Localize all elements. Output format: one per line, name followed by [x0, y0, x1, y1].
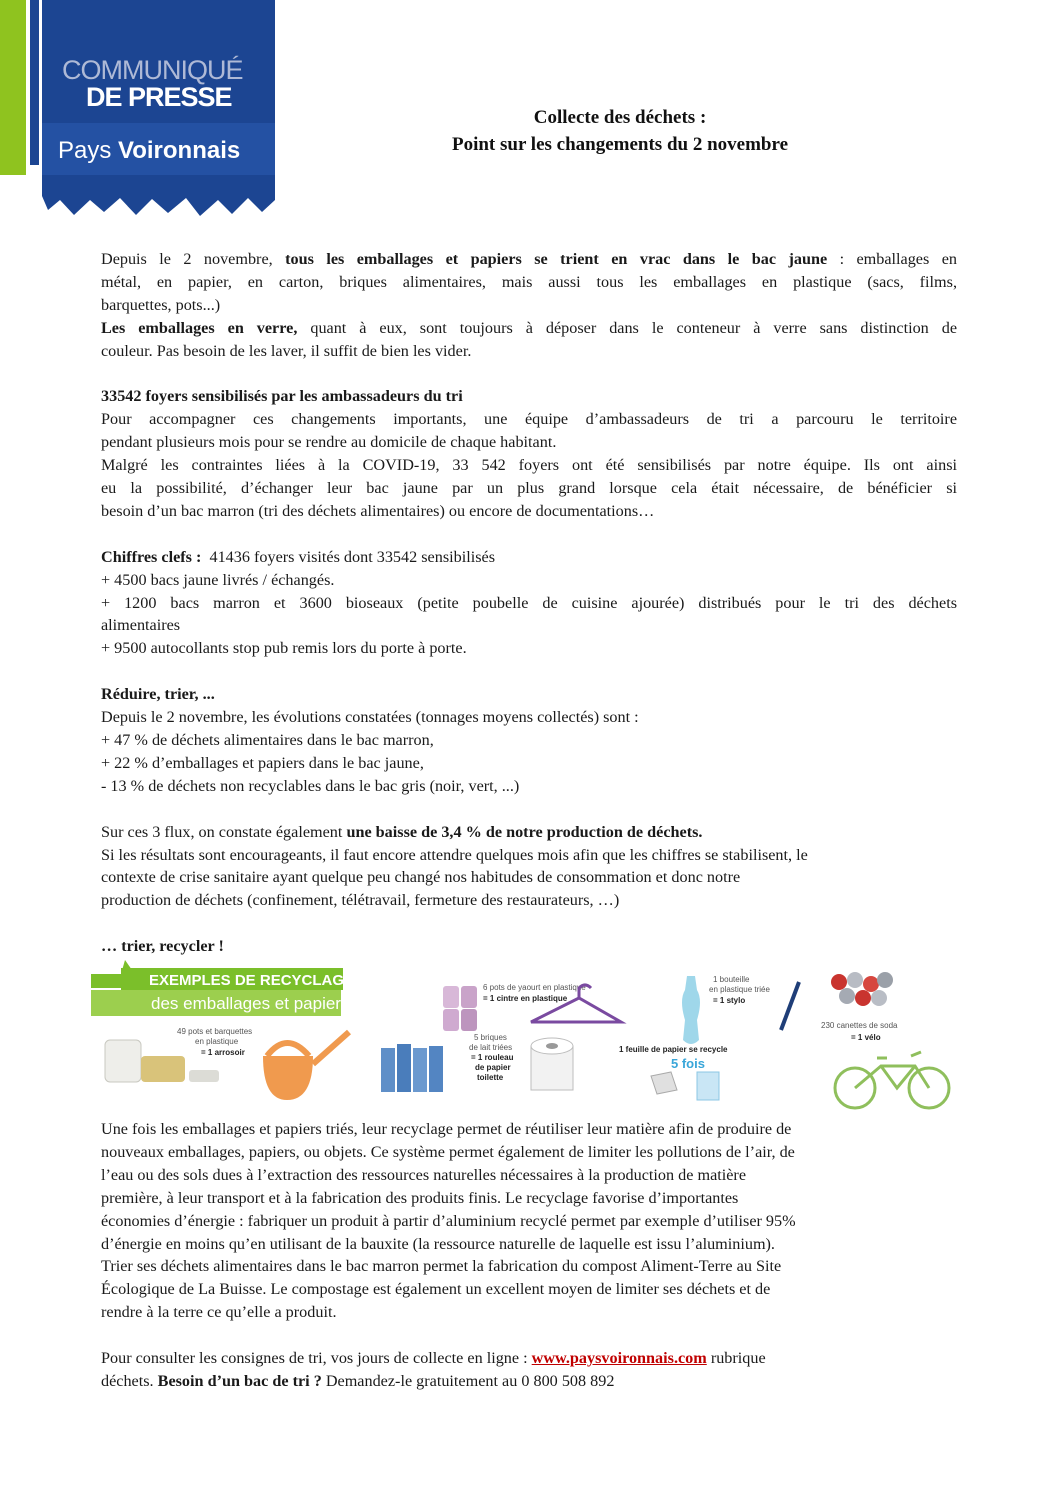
caption-cartons-3: = 1 rouleau — [471, 1053, 514, 1062]
ambassadors-line2: pendant plusieurs mois pour se rendre au domicile de chaque habitant. — [101, 433, 557, 452]
cans-illustration — [831, 972, 893, 1006]
footer-line2 — [101, 1370, 957, 1393]
intro-line3: barquettes, pots...) — [101, 295, 221, 314]
reduce-heading — [101, 683, 957, 706]
recycle-line3: l’eau ou des sols dues à l’extraction des ressources naturelles nécessaires à la production de matière — [101, 1165, 747, 1184]
toilet-roll-icon — [531, 1038, 573, 1090]
ambassadors-heading — [101, 385, 957, 408]
figures-line2: + 4500 bacs jaune livrés / échangés. — [101, 570, 335, 589]
recycle-line7: Trier ses déchets alimentaires dans le bac marron permet la fabrication du compost Aliment-Terre au Site — [101, 1257, 782, 1276]
reduce-line3: + 22 % d’emballages et papiers dans le bac jaune, — [101, 753, 424, 772]
recycle-line5: économies d’énergie : fabriquer un produit à partir d’aluminium recyclé permet par exemple d’utiliser 95% — [101, 1211, 796, 1230]
banner-line1: COMMUNIQUÉ — [62, 55, 243, 85]
heading-text: Chiffres clefs : — [101, 547, 202, 566]
figures-line3: + 1200 bacs marron et 3600 bioseaux (petite poubelle de cuisine ajourée) distribués pour le tri des déchets — [101, 593, 957, 612]
text: rubrique — [710, 1349, 766, 1368]
ambassadors-line1: Pour accompagner ces changements importants, une équipe d’ambassadeurs de tri a parcouru le territoire — [101, 410, 957, 429]
green-stripe — [0, 0, 26, 175]
title-line1: Collecte des déchets : — [533, 107, 707, 128]
caption-pots-2: en plastique — [195, 1037, 239, 1046]
figures-line5: + 9500 autocollants stop pub remis lors du porte à porte. — [101, 639, 467, 658]
brand-bold: Voironnais — [118, 137, 241, 164]
caption-bottle-3: = 1 stylo — [713, 996, 746, 1005]
recycle-line8: Écologique de La Buisse. Le compostage est également un excellent moyen de limiter ses déchets et de — [101, 1280, 771, 1299]
pen-icon — [781, 982, 799, 1030]
banner-line2: DE PRESSE — [86, 82, 232, 112]
figures-line4: alimentaires — [101, 616, 181, 635]
reduce-line7: contexte de crise sanitaire ayant quelque peu changé nos habitudes de consommation et donc notre — [101, 868, 741, 887]
caption-paper-1: 1 feuille de papier se recycle — [619, 1045, 728, 1054]
emphasis: Besoin d’un bac de tri ? — [157, 1371, 322, 1390]
text: : emballages en — [839, 250, 957, 268]
caption-yogurt-1: 6 pots de yaourt en plastique — [483, 983, 586, 992]
recycle-line2: nouveaux emballages, papiers, ou objets. Ce système permet également de limiter les pollutions de l’air, de — [101, 1142, 795, 1161]
text: Demandez-le gratuitement au 0 800 508 892 — [325, 1371, 615, 1390]
banner-subtitle: des emballages et papiers triés — [151, 994, 387, 1013]
bottle-illustration — [682, 976, 700, 1044]
emphasis: tous les emballages et papiers se trient en vrac dans le bac jaune — [285, 250, 828, 268]
recycle-line4: première, à leur transport et à la fabrication des produits finis. Le recyclage favorise d’importantes — [101, 1188, 739, 1207]
heading-text: 33542 foyers sensibilisés par les ambassadeurs du tri — [101, 387, 463, 406]
milk-cartons-illustration — [381, 1044, 443, 1092]
bicycle-icon — [835, 1052, 949, 1108]
intro-line5: couleur. Pas besoin de les laver, il suffit de bien les vider. — [101, 341, 472, 360]
recycle-heading — [101, 935, 957, 958]
ambassadors-line3: Malgré les contraintes liées à la COVID-19, 33 542 foyers ont été sensibilisés par notre équipe. Ils ont ainsi — [101, 456, 957, 475]
press-release-banner — [0, 0, 275, 220]
pots-illustration — [105, 1040, 219, 1082]
reduce-line2: + 47 % de déchets alimentaires dans le bac marron, — [101, 730, 434, 749]
emphasis: une baisse de 3,4 % de notre production de déchets. — [346, 822, 703, 841]
yogurt-pots-illustration — [443, 986, 477, 1031]
recycle-line6: d’énergie en moins qu’en utilisant de la bauxite (la ressource naturelle de laquelle est issu l’aluminium). — [101, 1234, 775, 1253]
caption-bottle-2: en plastique triée — [709, 985, 770, 994]
paper-sheet-icon — [651, 1072, 719, 1100]
footer-line1 — [101, 1347, 957, 1370]
emphasis: Les emballages en verre, — [101, 318, 298, 337]
caption-cans-1: 230 canettes de soda — [821, 1021, 898, 1030]
text: quant à eux, sont toujours à déposer dans le conteneur à verre sans distinction de — [310, 318, 958, 337]
reduce-line5 — [101, 821, 957, 844]
caption-cartons-1: 5 briques — [474, 1033, 507, 1042]
caption-paper-2: 5 fois — [671, 1056, 705, 1071]
recycle-line1: Une fois les emballages et papiers triés, leur recyclage permet de réutiliser leur matière afin de produire de — [101, 1120, 792, 1138]
recycle-line9: rendre à la terre ce qu’elle a produit. — [101, 1303, 337, 1322]
caption-cartons-2: de lait triées — [469, 1043, 513, 1052]
caption-pots-1: 49 pots et barquettes — [177, 1027, 253, 1036]
caption-cans-2: = 1 vélo — [851, 1033, 881, 1042]
text: Pour consulter les consignes de tri, vos jours de collecte en ligne : — [101, 1349, 528, 1368]
intro-line4 — [101, 317, 957, 340]
caption-pots-3: = 1 arrosoir — [201, 1048, 245, 1057]
ambassadors-line5: besoin d’un bac marron (tri des déchets alimentaires) ou encore de documentations… — [101, 501, 655, 520]
reduce-line1: Depuis le 2 novembre, les évolutions constatées (tonnages moyens collectés) sont : — [101, 708, 639, 727]
page-title — [300, 104, 940, 158]
caption-cartons-4: de papier — [475, 1063, 511, 1072]
figures-line1 — [101, 546, 957, 569]
watering-can-icon — [263, 1032, 349, 1100]
reduce-line6: Si les résultats sont encourageants, il faut encore attendre quelques mois afin que les chiffres se stabilisent, le — [101, 845, 808, 864]
text: Depuis le 2 novembre, — [101, 250, 273, 268]
ambassadors-line4: eu la possibilité, d’échanger leur bac jaune par un plus grand lorsque cela était nécessaire, de bénéficier si — [101, 479, 957, 498]
article-body — [101, 248, 957, 958]
text: déchets. — [101, 1371, 154, 1390]
intro-line1 — [101, 248, 957, 271]
caption-bottle-1: 1 bouteille — [713, 975, 750, 984]
banner-title: EXEMPLES DE RECYCLAGE — [149, 972, 355, 989]
heading-text: … trier, recycler ! — [101, 937, 224, 956]
recycling-paragraph — [101, 1118, 957, 1393]
brand-light: Pays — [58, 137, 112, 164]
reduce-line8: production de déchets (confinement, télétravail, fermeture des restaurateurs, …) — [101, 891, 620, 910]
intro-line2: métal, en papier, en carton, briques alimentaires, mais aussi tous les emballages en plastique (sacs, films, — [101, 272, 957, 291]
title-line2: Point sur les changements du 2 novembre — [451, 134, 789, 155]
caption-cartons-5: toilette — [477, 1073, 504, 1082]
text: Sur ces 3 flux, on constate également — [101, 822, 343, 841]
caption-yogurt-2: = 1 cintre en plastique — [483, 994, 568, 1003]
text: 41436 foyers visités dont 33542 sensibilisés — [209, 547, 496, 566]
reduce-line4: - 13 % de déchets non recyclables dans le bac gris (noir, vert, ...) — [101, 776, 520, 795]
website-link[interactable]: www.paysvoironnais.com — [531, 1349, 707, 1368]
heading-text: Réduire, trier, ... — [101, 685, 215, 704]
recycling-examples-image — [91, 960, 965, 1115]
